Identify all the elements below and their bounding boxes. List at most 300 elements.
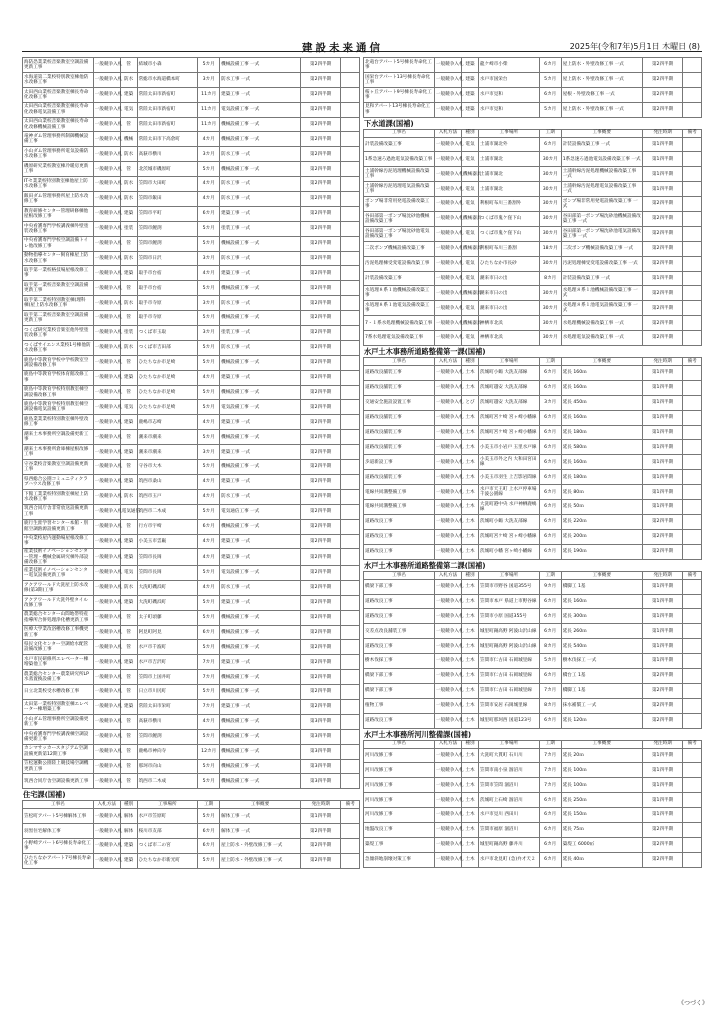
table-row [364, 654, 702, 669]
table-row [364, 778, 702, 793]
table-cell: 機械設備工事 一式 [220, 744, 301, 759]
table-cell: 土木 [462, 793, 479, 808]
section-title: 水戸土木事務所道路整備第一課(国補) [364, 347, 486, 357]
table-cell: 茨城町宮ケ崎 宮ヶ崎小幡線 [478, 425, 539, 440]
table-cell: 道路改良舗装工事 [364, 366, 435, 381]
table-row [364, 544, 702, 559]
column-header: 工事場所 [478, 571, 539, 579]
table-row [23, 534, 360, 549]
table-row [23, 640, 360, 655]
table-cell: 一般競争入札 [93, 670, 120, 685]
table-cell: 防水 [120, 580, 137, 595]
table-row [364, 226, 702, 241]
table-cell [341, 489, 360, 504]
table-cell: 筑西市桑山 [137, 474, 198, 489]
table-cell: ひたちなかアパート7号棟長寿命化工事 [23, 854, 94, 869]
table-cell: 一般競争入札 [93, 311, 120, 326]
table-cell [341, 132, 360, 147]
table-cell: 機械設備工事 一式 [220, 685, 301, 700]
table-cell: 5カ月 [198, 566, 220, 581]
table-cell [683, 594, 702, 609]
table-cell: 第1四半期 [642, 748, 683, 763]
table-row [364, 639, 702, 654]
table-cell [341, 192, 360, 207]
table-cell: 笠間市南小泉 涸沼川 [478, 763, 539, 778]
table-cell: 管 [120, 460, 137, 475]
table-cell: 建築 [120, 534, 137, 549]
table-row [23, 670, 360, 685]
table-cell: 一般競争入札 [93, 370, 120, 385]
table-cell [683, 440, 702, 455]
table-cell: 飯田ダム管理事務所屋上防水改修工事 [23, 192, 94, 207]
column-header: 発注時期 [642, 129, 683, 137]
column-header: 工事場所 [478, 129, 539, 137]
table-cell: 第2四半期 [300, 415, 340, 430]
table-cell: カシマサッカースタジアム空調設備更新第12期工事 [23, 744, 94, 759]
table-cell: 一般競争入札 [434, 793, 461, 808]
table-cell: 第2四半期 [300, 534, 340, 549]
table-cell [341, 610, 360, 625]
table-cell: 水戸市千波町 [137, 640, 198, 655]
table-cell: 建築工事 一式 [220, 595, 301, 610]
table-cell: 第2四半期 [300, 595, 340, 610]
table-cell: 土木 [462, 778, 479, 793]
table-row [364, 286, 702, 301]
table-cell [683, 425, 702, 440]
table-cell: 第2四半期 [300, 445, 340, 460]
table-cell [683, 698, 702, 713]
table-cell: 8カ月 [539, 698, 561, 713]
table-cell: 管 [120, 640, 137, 655]
table-cell: 取手市寺原 [137, 311, 198, 326]
table-cell: 一般競争入札 [434, 197, 461, 212]
table-cell: 第2四半期 [300, 640, 340, 655]
table-cell: 一般競争入札 [434, 182, 461, 197]
table-cell: 5カ月 [198, 385, 220, 400]
table-cell: 取手第二業校音楽教室空調設備更新工事 [23, 311, 94, 326]
table-cell: 4カ月 [198, 266, 220, 281]
table-cell: 城里町錫高野 阿波山沢山線 [478, 639, 539, 654]
table-cell: 産業技術イノベーションセンター管理・機械金属研究棟外部設備改修工事 [23, 549, 94, 566]
table-cell: 第2四半期 [300, 824, 340, 839]
table-cell: 電気設備工事 一式 [220, 400, 301, 415]
table-cell: 常陸太田市新宿町 [137, 117, 198, 132]
table-cell: 5カ月 [539, 654, 561, 669]
table-cell [341, 655, 360, 670]
table-cell: 機械設備工事 一式 [220, 132, 301, 147]
table-cell: 一般競争入札 [434, 316, 461, 331]
table-cell: ひたちなか市足崎 [137, 355, 198, 370]
table-row [23, 355, 360, 370]
table-cell: 取手市台宿 [137, 281, 198, 296]
table-cell: 計装設備改築工事 [364, 137, 435, 152]
table-cell: 電気 [462, 137, 479, 152]
table-cell: 鹿島中等教育学校特別教室棟空調設備電気設備工事 [23, 400, 94, 415]
table-cell: ひたちなか市足崎 [137, 385, 198, 400]
table-cell: 潮来市日の出 [478, 286, 539, 301]
table-cell: 一般競争入札 [434, 639, 461, 654]
table-row [23, 700, 360, 715]
table-cell: 一般競争入札 [93, 809, 120, 824]
table-cell: 防水工事 一式 [220, 340, 301, 355]
table-cell: 5カ月 [198, 729, 220, 744]
section-table [363, 129, 702, 346]
table-cell: 一般競争入札 [93, 729, 120, 744]
table-cell: 30カ月 [539, 182, 561, 197]
table-cell: 守谷市大木 [137, 460, 198, 475]
table-cell: 解体工事 一式 [220, 824, 301, 839]
table-cell: 農業総合センター山間地帯特産指導所合併処理浄化槽更新工事 [23, 610, 94, 625]
table-cell: 常陸太田市新宿町 [137, 102, 198, 117]
table-cell: 屋上防水・外壁改修工事 一式 [561, 58, 642, 73]
table-row [364, 197, 702, 212]
table-cell: 谷田部第一ポンプ場沈砂池電気設備改築工事 [364, 226, 435, 241]
table-cell [341, 700, 360, 715]
table-cell: 小野崎アパート6号棟長寿命化工事 [23, 839, 94, 854]
table-row [23, 595, 360, 610]
table-cell: 道路改良工事 [364, 529, 435, 544]
table-cell: つくば市鬼ケ窪下山 [478, 212, 539, 227]
table-cell: 屋上防水・外壁改修工事 一式 [561, 102, 642, 117]
table-cell: 土木 [462, 529, 479, 544]
table-cell [683, 470, 702, 485]
table-cell: 機械設備工事 一式 [220, 311, 301, 326]
table-cell: 機械 [120, 132, 137, 147]
table-cell: 建築 [120, 655, 137, 670]
table-cell: 5カ月 [198, 236, 220, 251]
table-cell [683, 668, 702, 683]
table-cell: 4カ月 [198, 474, 220, 489]
table-cell: 機械設備工事 一式 [220, 162, 301, 177]
table-cell: 笠間市福原 涸沼川 [478, 822, 539, 837]
table-cell: つくば市二の宮 [137, 839, 198, 854]
table-cell: 6カ月 [539, 500, 561, 515]
table-cell: 一般競争入札 [93, 685, 120, 700]
table-cell: 笠間市仁古田 石岡城里線 [478, 654, 539, 669]
table-cell [341, 430, 360, 445]
table-cell: 第2四半期 [300, 132, 340, 147]
table-cell: 30カ月 [539, 256, 561, 271]
table-cell: 茨城町小鶴 大洗友部線 [478, 366, 539, 381]
table-cell: 6カ月 [539, 529, 561, 544]
table-cell: 4カ月 [198, 534, 220, 549]
table-cell: 二次ポンプ機械設備改築工事 一式 [561, 241, 642, 256]
table-cell: 第2四半期 [300, 72, 340, 87]
table-cell: 建築 [120, 415, 137, 430]
table-cell: 第1四半期 [642, 410, 683, 425]
table-cell [341, 296, 360, 311]
table-cell: 機械器具 [462, 286, 479, 301]
table-cell: 6カ月 [539, 514, 561, 529]
table-cell: 第2四半期 [642, 683, 683, 698]
table-cell: 延長 300ｍ [561, 609, 642, 624]
table-cell: 第2四半期 [300, 610, 340, 625]
table-cell: 管 [120, 714, 137, 729]
table-cell: 第2四半期 [300, 489, 340, 504]
table-cell: 笠松町アパート5号棟解体工事 [23, 809, 94, 824]
table-cell: 計装設備改築工事 一式 [561, 137, 642, 152]
section-table [363, 571, 702, 729]
table-cell: 道路改良工事 [364, 594, 435, 609]
column-header: 工事名 [364, 129, 435, 137]
table-cell: 道路改良工事 [364, 713, 435, 728]
table-cell: 桜ヶ丘アパート9号棟長寿命化工事 [364, 87, 435, 102]
table-cell: 神栖市北浜 [478, 316, 539, 331]
table-cell: 5カ月 [198, 809, 220, 824]
table-cell: 5カ月 [198, 640, 220, 655]
table-cell: 水戸市笠原町 [137, 809, 198, 824]
table-cell: 建築 [120, 854, 137, 869]
table-cell: 建築工事 一式 [220, 87, 301, 102]
table-cell: 土木 [462, 837, 479, 852]
table-cell: 7カ月 [539, 778, 561, 793]
table-cell [683, 167, 702, 182]
table-cell: 土木 [462, 366, 479, 381]
column-header: 備考 [341, 801, 360, 809]
table-cell: 阿見町阿見 [137, 625, 198, 640]
table-row [23, 566, 360, 581]
table-cell: 一般競争入札 [93, 266, 120, 281]
table-cell: 第2四半期 [300, 117, 340, 132]
table-cell: 第1四半期 [642, 500, 683, 515]
table-cell: 取手第一業校格技場屋根改修工事 [23, 266, 94, 281]
table-cell: 笠間市安居 石岡城里線 [478, 698, 539, 713]
table-cell: 第2四半期 [642, 852, 683, 867]
table-row [364, 500, 702, 515]
table-row [23, 221, 360, 236]
table-cell: 第2四半期 [300, 385, 340, 400]
table-cell [683, 455, 702, 470]
table-cell: 茨城町越安 大洗友部線 [478, 380, 539, 395]
table-cell: 7系水処理電気設備改築工事 [364, 331, 435, 346]
column-header: 入札方法 [434, 740, 461, 748]
table-cell: 一般競争入札 [434, 58, 461, 73]
table-cell: 第1四半期 [642, 137, 683, 152]
table-cell: 中央業校屋内運動場屋根改修工事 [23, 534, 94, 549]
table-cell: 第2四半期 [300, 162, 340, 177]
table-cell: 汚泥処理棟受変電設備改築工事 一式 [561, 256, 642, 271]
table-cell: 一般競争入札 [93, 489, 120, 504]
column-header: 種別 [462, 740, 479, 748]
table-cell: 7カ月 [198, 655, 220, 670]
table-cell: ポンプ場非常用発電設備改築工事 一式 [561, 197, 642, 212]
table-cell: 一般競争入札 [93, 460, 120, 475]
table-cell: 12カ月 [198, 744, 220, 759]
table-cell: 一般競争入札 [434, 470, 461, 485]
table-cell: 筑西合同庁舎空調設備更新工事 [23, 774, 94, 789]
table-cell: 潮来市日の出 [478, 301, 539, 316]
table-cell: 一般競争入札 [434, 778, 461, 793]
table-cell: 第1四半期 [642, 624, 683, 639]
table-cell: 延長 160ｍ [561, 410, 642, 425]
table-cell: 6カ月 [539, 455, 561, 470]
table-cell: 4カ月 [198, 177, 220, 192]
table-cell: 道路改良工事 [364, 639, 435, 654]
table-cell: 一般競争入札 [434, 395, 461, 410]
table-cell: 一般競争入札 [93, 236, 120, 251]
table-cell: 建築工事 一式 [220, 474, 301, 489]
table-cell: 30カ月 [539, 316, 561, 331]
table-cell: 第3四半期 [300, 744, 340, 759]
column-header: 種別 [462, 358, 479, 366]
table-cell: 防水 [120, 177, 137, 192]
table-cell: 管 [120, 670, 137, 685]
table-cell: 建築 [462, 87, 479, 102]
table-cell: 急傾斜地崩壊対策工事 [364, 852, 435, 867]
table-cell [683, 380, 702, 395]
column-header: 備考 [683, 571, 702, 579]
table-cell: 磯原研究業校教室棟冷暖房更新工事 [23, 162, 94, 177]
table-cell: 延長 160ｍ [561, 366, 642, 381]
table-cell: 笠間市本戸 県道上市野谷線 [478, 594, 539, 609]
table-cell [341, 549, 360, 566]
table-cell: 延長 580ｍ [561, 440, 642, 455]
table-cell: 4カ月 [198, 714, 220, 729]
table-row [364, 331, 702, 346]
table-cell: 一般競争入札 [434, 455, 461, 470]
column-header: 工事名 [23, 801, 94, 809]
table-cell: 一般競争入札 [434, 425, 461, 440]
table-cell: 一般競争入札 [93, 744, 120, 759]
table-cell: 第2四半期 [300, 580, 340, 595]
table-cell: 第2四半期 [642, 256, 683, 271]
table-cell: 第2四半期 [300, 370, 340, 385]
table-cell: 第2四半期 [300, 296, 340, 311]
table-row [23, 415, 360, 430]
table-cell [341, 355, 360, 370]
table-cell: 機械設備工事 一式 [220, 281, 301, 296]
table-row [364, 137, 702, 152]
table-cell: 太子町頃藤 [137, 610, 198, 625]
table-cell: 第2四半期 [300, 251, 340, 266]
table-cell: 7カ月 [198, 670, 220, 685]
table-cell: 電線共同溝整備工事 [364, 485, 435, 500]
column-header: 工事場所 [478, 358, 539, 366]
table-row [364, 167, 702, 182]
table-cell: 筑西市玉戸 [137, 489, 198, 504]
table-cell: 電気通信 [120, 504, 137, 519]
table-cell: 延長 120ｍ [561, 713, 642, 728]
column-header: 工期 [539, 129, 561, 137]
table-cell [341, 102, 360, 117]
table-cell: 第2四半期 [300, 266, 340, 281]
table-cell: 一般競争入札 [434, 713, 461, 728]
table-cell: 屋上防水・外壁改修工事 一式 [561, 72, 642, 87]
table-cell: 建築工事 一式 [220, 370, 301, 385]
table-cell: 5カ月 [198, 430, 220, 445]
table-cell: 一般競争入札 [93, 281, 120, 296]
table-cell: 一般競争入札 [434, 822, 461, 837]
table-row [364, 241, 702, 256]
table-cell: 電線共同溝整備工事 [364, 500, 435, 515]
table-cell: 第1四半期 [642, 366, 683, 381]
table-cell: 6カ月 [539, 837, 561, 852]
table-cell: 30カ月 [539, 197, 561, 212]
table-cell [683, 212, 702, 227]
table-cell [683, 256, 702, 271]
table-cell: 道路改良舗装工事 [364, 380, 435, 395]
table-cell [683, 410, 702, 425]
table-cell: 一般競争入札 [434, 167, 461, 182]
table-cell: 那珂市向山 [137, 759, 198, 774]
table-cell: 延長 20ｍ [561, 748, 642, 763]
table-row [23, 266, 360, 281]
table-cell: 防水工事 一式 [220, 177, 301, 192]
table-cell: 城里町錫高野 阿波山沢山線 [478, 624, 539, 639]
table-cell: 1系急速ろ過池電気設備改築工事 [364, 152, 435, 167]
table-cell: 第2四半期 [642, 668, 683, 683]
table-cell [683, 713, 702, 728]
table-cell [341, 206, 360, 221]
section-table [363, 740, 702, 868]
table-cell: 9カ月 [539, 579, 561, 594]
table-cell: 県西総合公園コミュニティクラブハウス改修工事 [23, 474, 94, 489]
table-cell: 電気 [120, 566, 137, 581]
table-cell: 第1四半期 [642, 579, 683, 594]
table-row [364, 485, 702, 500]
table-cell: 防水工事 一式 [220, 251, 301, 266]
table-cell: 中央看護専門学校講義棟外壁塗装改修工事 [23, 221, 94, 236]
table-cell: 第1四半期 [642, 380, 683, 395]
table-cell [341, 670, 360, 685]
table-cell: 日立北業校受水槽改修工事 [23, 685, 94, 700]
table-row [364, 713, 702, 728]
table-cell: 河川改修工事 [364, 778, 435, 793]
table-cell: 建築 [120, 595, 137, 610]
table-cell: 国栄台アパート13号棟長寿命化工事 [364, 72, 435, 87]
table-cell: 土木 [462, 470, 479, 485]
table-cell [683, 366, 702, 381]
table-cell: 水戸市国栄台 [478, 72, 539, 87]
table-cell: 常陸太田市栄町 [137, 700, 198, 715]
table-cell: 第1四半期 [642, 182, 683, 197]
table-cell: 一般競争入札 [93, 221, 120, 236]
table-cell: 建築 [120, 700, 137, 715]
table-cell: 5カ月 [198, 774, 220, 789]
table-cell [683, 152, 702, 167]
table-cell: 第2四半期 [642, 822, 683, 837]
table-cell: 一般競争入札 [434, 500, 461, 515]
table-cell [683, 271, 702, 286]
table-cell: 管 [120, 236, 137, 251]
table-cell: 笠間市小原 国道355号 [478, 609, 539, 624]
column-header: 工事概要 [561, 571, 642, 579]
table-cell: 一般競争入札 [93, 251, 120, 266]
table-cell: アクアワールド大洗屋上防水改修(第3期)工事 [23, 580, 94, 595]
table-cell: 一般競争入札 [93, 132, 120, 147]
table-cell: 機械設備工事 一式 [220, 58, 301, 73]
table-cell: 管 [120, 162, 137, 177]
table-cell: 一般競争入札 [434, 256, 461, 271]
table-cell: 水戸市天王町 上水戸停車場千波公園線 [478, 485, 539, 500]
table-cell: 延長 260ｍ [561, 624, 642, 639]
table-cell: 解体工事 一式 [220, 809, 301, 824]
table-row [23, 72, 360, 87]
table-cell: 6カ月 [539, 425, 561, 440]
table-cell: 機械器具 [462, 316, 479, 331]
table-cell: 土木 [462, 639, 479, 654]
table-cell: 北竜台アパート5号棟長寿命化工事 [364, 58, 435, 73]
table-cell: 一般競争入札 [434, 102, 461, 117]
column-header: 工事名 [364, 571, 435, 579]
table-cell: 一般競争入札 [93, 102, 120, 117]
table-cell: 管 [120, 685, 137, 700]
table-row [364, 852, 702, 867]
table-cell: 第2四半期 [300, 192, 340, 207]
table-cell: 第2四半期 [300, 281, 340, 296]
table-cell: 第2四半期 [300, 566, 340, 581]
table-cell: 一般競争入札 [434, 72, 461, 87]
